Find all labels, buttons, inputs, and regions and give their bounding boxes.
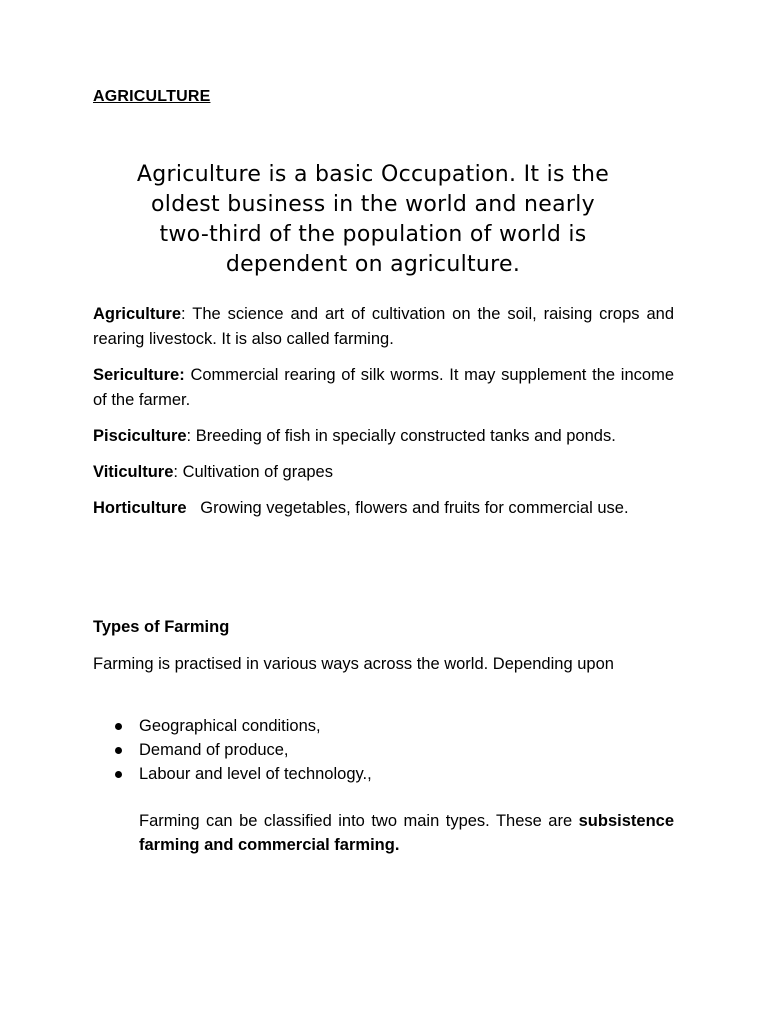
classification-paragraph bbox=[139, 809, 674, 857]
definition-term: Pisciculture bbox=[93, 427, 187, 445]
classification-bold-text: subsistence farming and commercial farming. bbox=[139, 812, 674, 854]
bullet-icon bbox=[115, 723, 122, 730]
bullet-icon bbox=[115, 771, 122, 778]
section-title: Types of Farming bbox=[93, 618, 230, 636]
quote-line: oldest business in the world and nearly bbox=[151, 192, 595, 217]
quote-line: Agriculture is a basic Occupation. It is the bbox=[136, 162, 610, 187]
definition-separator: : bbox=[186, 427, 196, 445]
document-page bbox=[93, 0, 674, 1024]
definition-text: Breeding of fish in specially constructed tanks and ponds. bbox=[195, 427, 616, 445]
list-item bbox=[93, 762, 674, 786]
definition-viticulture bbox=[93, 460, 674, 485]
definition-pisciculture bbox=[93, 424, 674, 449]
list-item-text: Demand of produce, bbox=[139, 741, 289, 759]
bullet-list bbox=[93, 714, 674, 786]
definition-text: Cultivation of grapes bbox=[182, 463, 333, 481]
definition-term: Horticulture bbox=[93, 499, 187, 517]
bullet-icon bbox=[115, 747, 122, 754]
list-item bbox=[93, 738, 674, 762]
definition-text: Commercial rearing of silk worms. It may supplement the income of the farmer. bbox=[93, 366, 674, 409]
definition-separator: : bbox=[173, 463, 183, 481]
definition-term: Sericulture: bbox=[93, 366, 185, 384]
definitions-list bbox=[93, 302, 674, 532]
quote-image-text bbox=[93, 160, 653, 280]
definition-horticulture bbox=[93, 496, 674, 521]
definition-sericulture bbox=[93, 363, 674, 413]
definition-term: Agriculture bbox=[93, 305, 182, 323]
list-item-text: Geographical conditions, bbox=[139, 717, 321, 735]
section-intro: Farming is practised in various ways across the world. Depending upon bbox=[93, 655, 614, 673]
definition-separator: : bbox=[181, 305, 193, 323]
definition-text: The science and art of cultivation on the soil, raising crops and rearing livestock. It is also called farming. bbox=[93, 305, 674, 348]
list-item-text: Labour and level of technology., bbox=[139, 765, 372, 783]
quote-line: dependent on agriculture. bbox=[225, 252, 521, 277]
definition-text: Growing vegetables, flowers and fruits for commercial use. bbox=[200, 499, 629, 517]
page-heading: AGRICULTURE bbox=[93, 88, 211, 105]
definition-separator bbox=[187, 499, 201, 517]
list-item bbox=[93, 714, 674, 738]
definition-agriculture bbox=[93, 302, 674, 352]
quote-line: two-third of the population of world is bbox=[159, 222, 587, 247]
definition-term: Viticulture bbox=[93, 463, 174, 481]
classification-text: Farming can be classified into two main types. These are bbox=[139, 812, 579, 830]
